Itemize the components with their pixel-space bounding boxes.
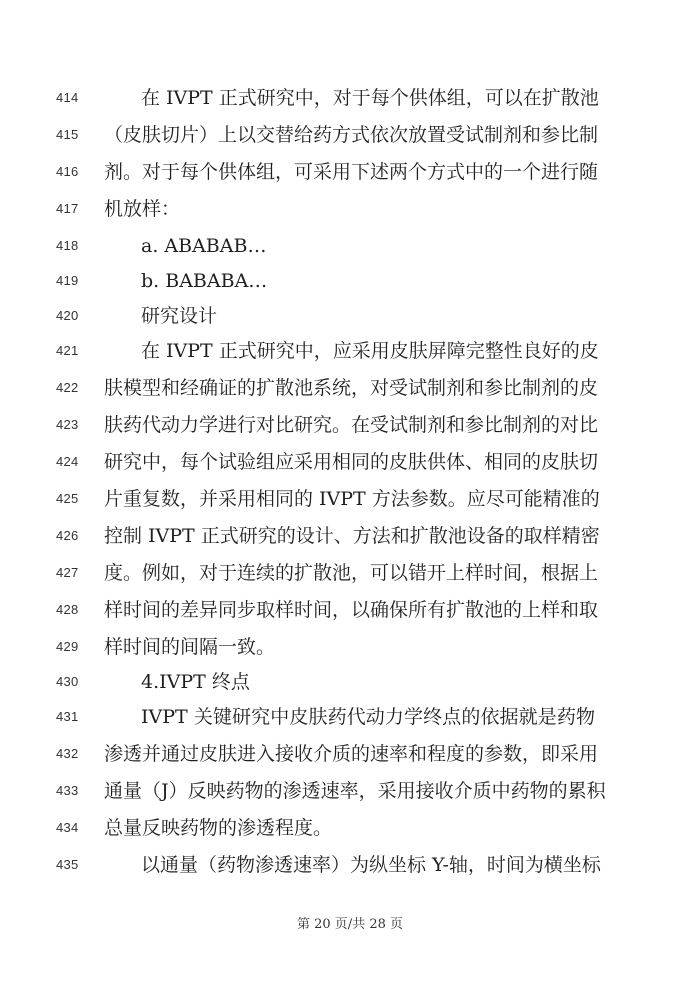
line-text: 剂。对于每个供体组，可采用下述两个方式中的一个进行随: [104, 161, 599, 183]
line-number: 426: [56, 528, 79, 543]
line-number: 417: [56, 201, 79, 216]
line-number: 418: [56, 238, 79, 253]
text-line: [0, 407, 700, 443]
line-text: 总量反映药物的渗透程度。: [104, 817, 333, 839]
line-number: 423: [56, 417, 79, 432]
line-number: 431: [56, 709, 79, 724]
page-footer: 第 20 页/共 28 页: [297, 917, 403, 932]
line-text: 样时间的间隔一致。: [104, 636, 276, 658]
line-text: 肤模型和经确证的扩散池系统，对受试制剂和参比制剂的皮: [104, 377, 599, 399]
text-line: [0, 481, 700, 517]
line-number: 416: [56, 164, 79, 179]
text-line: [0, 191, 700, 227]
line-number: 432: [56, 746, 79, 761]
line-text: 在 IVPT 正式研究中，应采用皮肤屏障完整性良好的皮: [141, 340, 599, 362]
line-number: 430: [56, 674, 79, 689]
text-line: [0, 154, 700, 190]
line-number: 425: [56, 491, 79, 506]
line-text: 渗透并通过皮肤进入接收介质的速率和程度的参数，即采用: [104, 743, 599, 765]
line-number: 419: [56, 273, 79, 288]
line-text: 度。例如，对于连续的扩散池，可以错开上样时间，根据上: [104, 562, 599, 584]
text-line: [0, 228, 700, 264]
text-line: [0, 117, 700, 153]
line-text: 肤药代动力学进行对比研究。在受试制剂和参比制剂的对比: [104, 414, 599, 436]
text-line: [0, 518, 700, 554]
line-text: b. BABABA…: [141, 270, 268, 292]
line-number: 429: [56, 639, 79, 654]
line-text: 样时间的差异同步取样时间，以确保所有扩散池的上样和取: [104, 599, 599, 621]
line-number: 433: [56, 783, 79, 798]
text-line: [0, 664, 700, 700]
line-number: 415: [56, 127, 79, 142]
text-line: [0, 629, 700, 665]
section-heading: 4.IVPT 终点: [141, 671, 250, 693]
line-text: 机放样：: [104, 198, 181, 220]
text-line: [0, 80, 700, 116]
line-text: 研究中，每个试验组应采用相同的皮肤供体、相同的皮肤切: [104, 451, 599, 473]
line-number: 424: [56, 454, 79, 469]
line-text: 控制 IVPT 正式研究的设计、方法和扩散池设备的取样精密: [104, 525, 600, 547]
line-number: 422: [56, 380, 79, 395]
text-line: [0, 736, 700, 772]
text-line: [0, 847, 700, 883]
text-line: [0, 298, 700, 334]
text-line: [0, 810, 700, 846]
line-number: 420: [56, 308, 79, 323]
text-line: [0, 333, 700, 369]
line-number: 427: [56, 565, 79, 580]
line-number: 421: [56, 343, 79, 358]
line-text: a. ABABAB…: [141, 235, 267, 257]
text-line: [0, 263, 700, 299]
text-line: [0, 592, 700, 628]
line-number: 434: [56, 820, 79, 835]
text-line: [0, 555, 700, 591]
section-heading: 研究设计: [141, 305, 218, 327]
line-text: 通量（J）反映药物的渗透速率，采用接收介质中药物的累积: [104, 780, 606, 802]
line-number: 414: [56, 90, 79, 105]
text-line: [0, 370, 700, 406]
text-line: [0, 444, 700, 480]
line-text: 片重复数，并采用相同的 IVPT 方法参数。应尽可能精准的: [104, 488, 600, 510]
line-text: 在 IVPT 正式研究中，对于每个供体组，可以在扩散池: [141, 87, 599, 109]
line-text: 以通量（药物渗透速率）为纵坐标 Y-轴，时间为横坐标: [141, 854, 601, 876]
text-line: [0, 699, 700, 735]
line-number: 435: [56, 857, 79, 872]
text-line: [0, 773, 700, 809]
line-number: 428: [56, 602, 79, 617]
line-text: IVPT 关键研究中皮肤药代动力学终点的依据就是药物: [141, 706, 595, 728]
line-text: （皮肤切片）上以交替给药方式依次放置受试制剂和参比制: [104, 124, 599, 146]
